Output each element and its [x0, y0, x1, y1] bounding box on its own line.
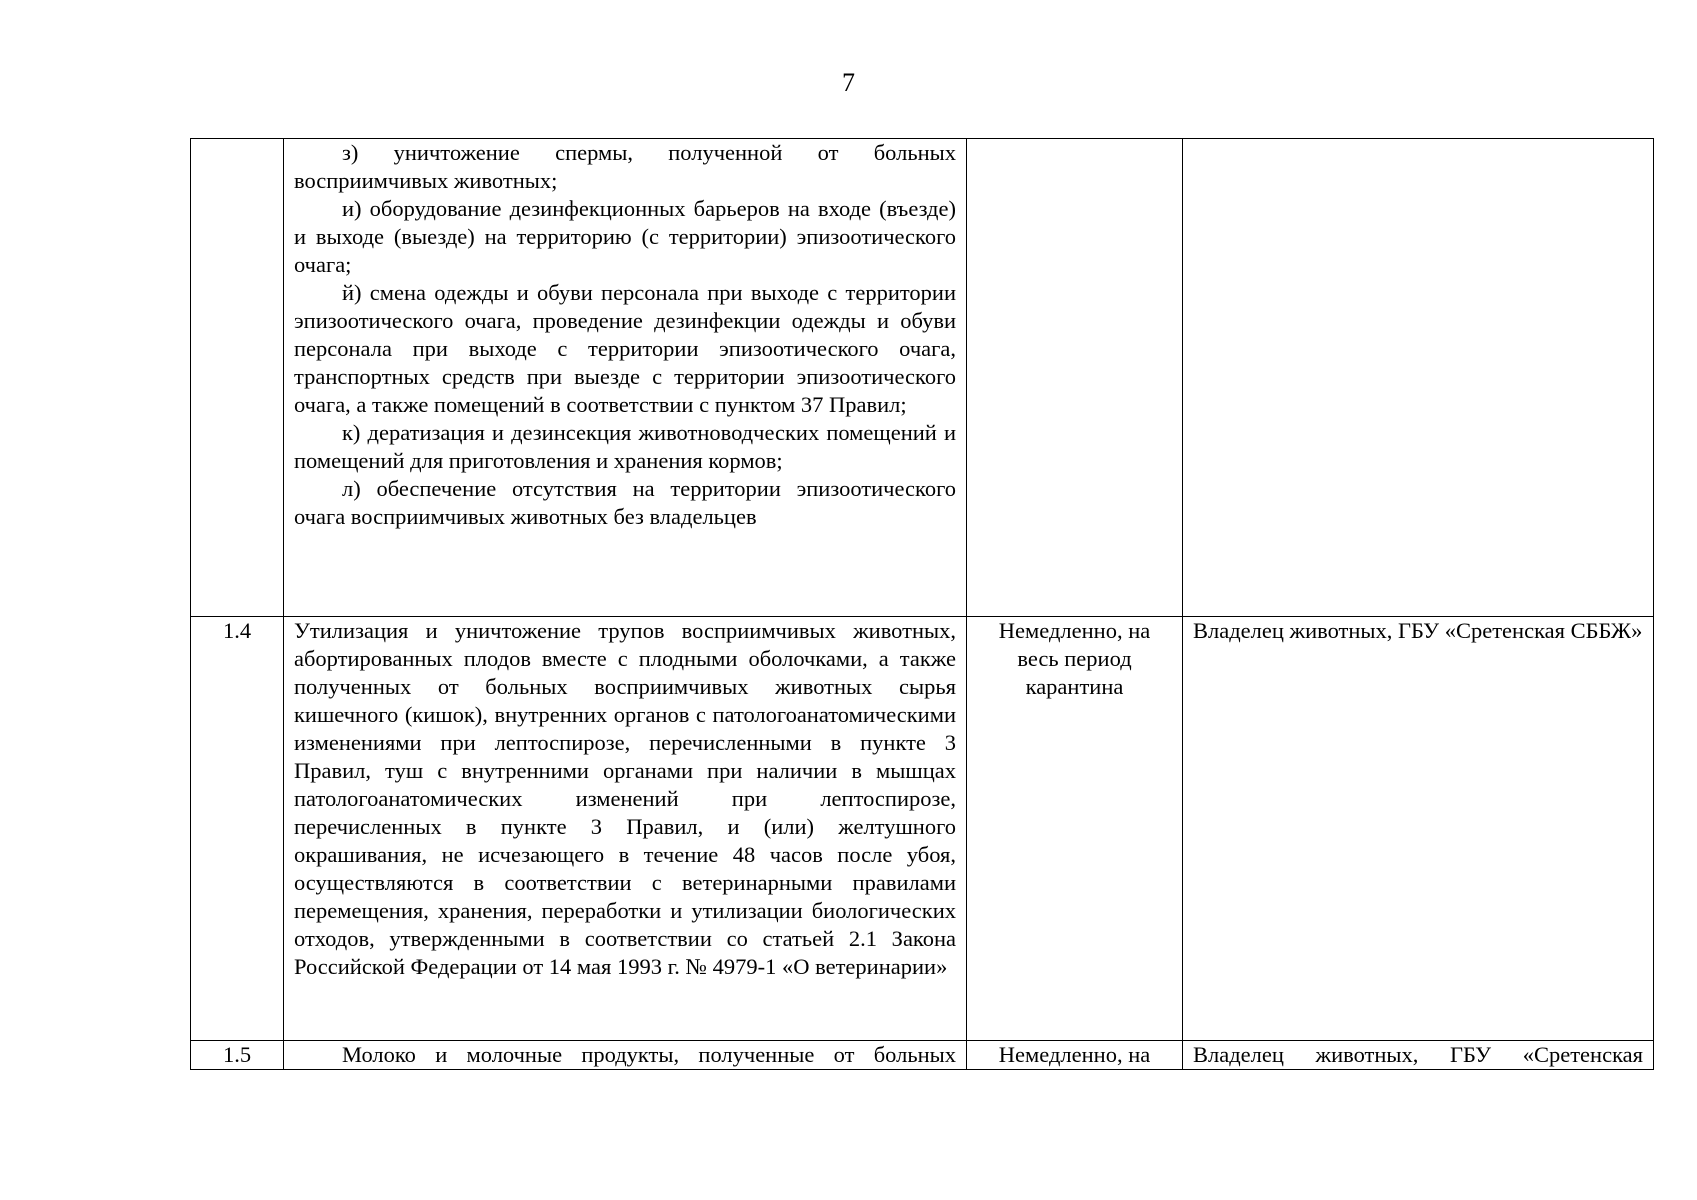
measure-paragraph: й) смена одежды и обуви персонала при выходе с территории эпизоотического очага, проведение дезинфекции одежды и обуви персонала при выходе с территории эпизоотического очага, транспортных средств при выезде с территории эпизоотического очага, а также помещений в соответствии с пунктом 37 Правил;: [294, 280, 956, 417]
measure-paragraph: Молоко и молочные продукты, полученные от больных: [342, 1042, 956, 1067]
deadline-cell: Немедленно, на весь период карантина: [967, 617, 1183, 1041]
measure-text-cell: [284, 1041, 967, 1070]
measure-text-cell: [284, 139, 967, 617]
row-number-cell: [191, 139, 284, 617]
table-row: [191, 1041, 1654, 1070]
measure-text-cell: [284, 617, 967, 1041]
responsible-cell: Владелец животных, ГБУ «Сретенская: [1183, 1041, 1654, 1070]
table-row: [191, 617, 1654, 1041]
measure-paragraph: и) оборудование дезинфекционных барьеров на входе (въезде) и выходе (выезде) на территорию (с территории) эпизоотического очага;: [294, 196, 956, 277]
measure-paragraph: з) уничтожение спермы, полученной от больных восприимчивых животных;: [294, 140, 956, 193]
measure-paragraph: л) обеспечение отсутствия на территории эпизоотического очага восприимчивых животных без владельцев: [294, 476, 956, 529]
measures-table: [190, 138, 1654, 1070]
measure-paragraph: к) дератизация и дезинсекция животноводческих помещений и помещений для приготовления и хранения кормов;: [294, 420, 956, 473]
responsible-cell: Владелец животных, ГБУ «Сретенская СББЖ»: [1183, 617, 1654, 1041]
measure-paragraph: Утилизация и уничтожение трупов восприимчивых животных, абортированных плодов вместе с плодными оболочками, а также полученных от больных восприимчивых животных сырья кишечного (кишок), внутренних органов с патологоанатомическими изменениями при лептоспирозе, перечисленными в пункте 3 Правил, туш с внутренними органами при наличии в мышцах патологоанатомических изменений при лептоспирозе, перечисленных в пункте 3 Правил, и (или) желтушного окрашивания, не исчезающего в течение 48 часов после убоя, осуществляются в соответствии с ветеринарными правилами перемещения, хранения, переработки и утилизации биологических отходов, утвержденными в соответствии со статьей 2.1 Закона Российской Федерации от 14 мая 1993 г. № 4979-1 «О ветеринарии»: [294, 618, 956, 979]
deadline-cell: Немедленно, на: [967, 1041, 1183, 1070]
deadline-cell: [967, 139, 1183, 617]
table-row: [191, 139, 1654, 617]
responsible-cell: [1183, 139, 1654, 617]
row-number-cell: 1.5: [191, 1041, 284, 1070]
page-number: 7: [842, 68, 855, 97]
row-number-cell: 1.4: [191, 617, 284, 1041]
